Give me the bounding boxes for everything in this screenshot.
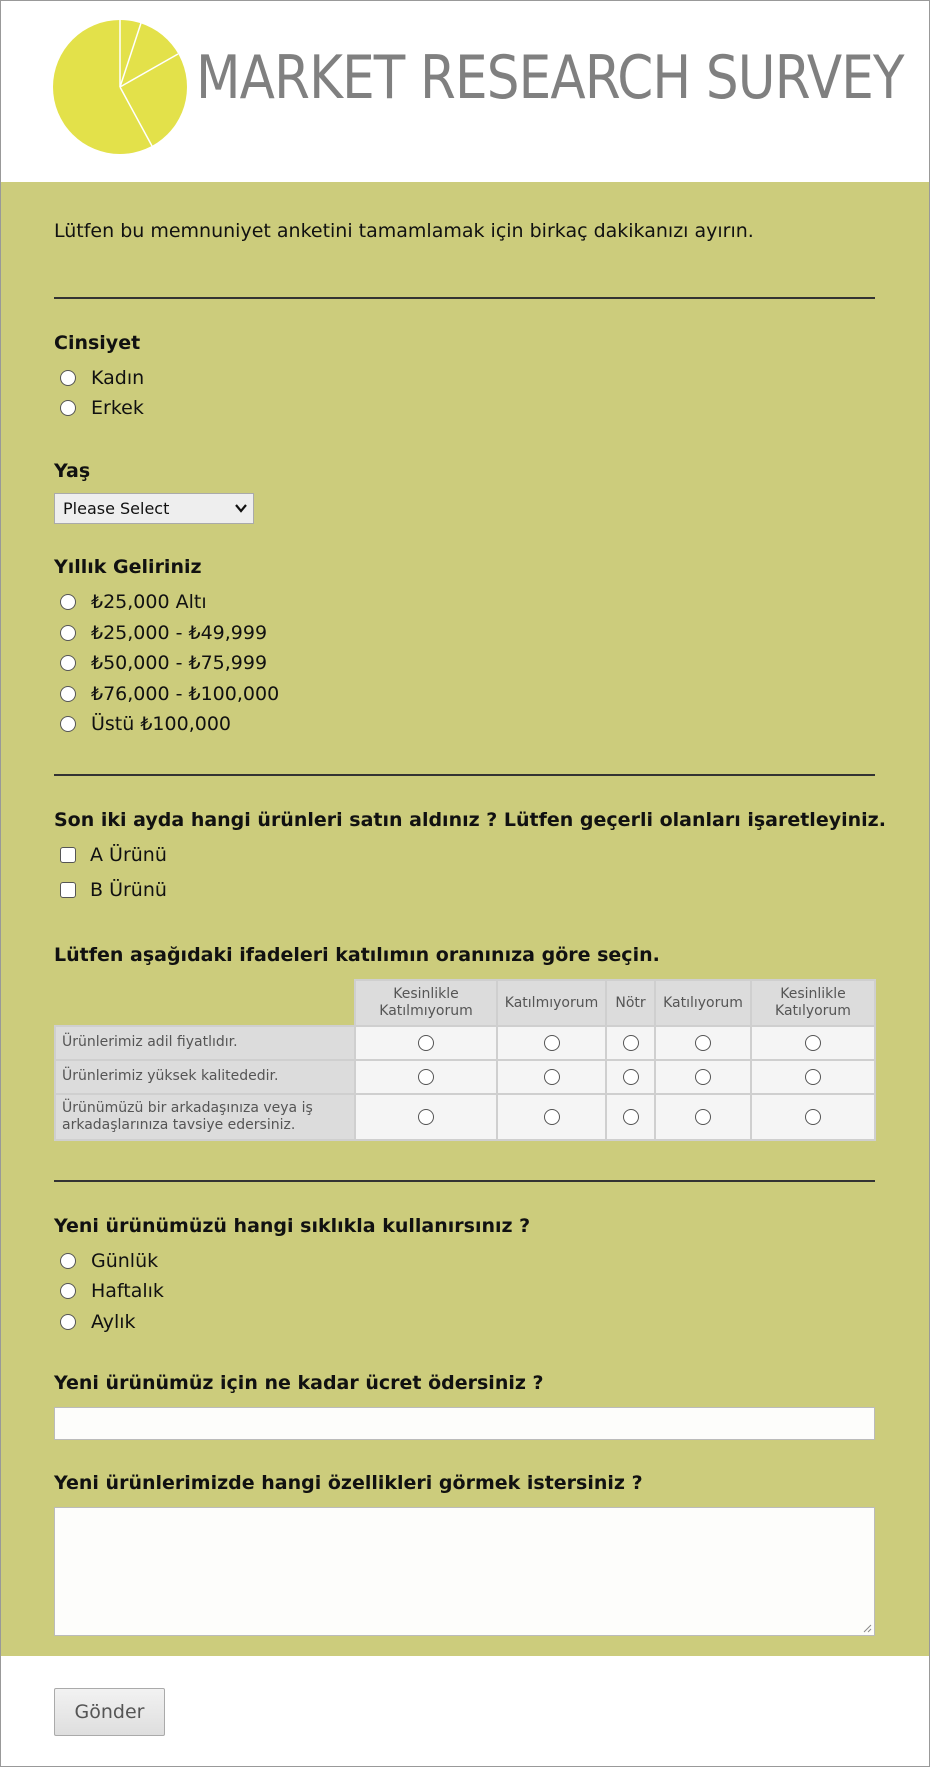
radio-button[interactable]: [623, 1069, 639, 1085]
matrix-header-row: [55, 980, 875, 1026]
income-option-1[interactable]: ₺25,000 Altı: [60, 589, 207, 615]
matrix-cell[interactable]: [751, 1094, 875, 1140]
income-option-5[interactable]: Üstü ₺100,000: [60, 711, 231, 737]
radio-button[interactable]: [60, 686, 76, 702]
gender-label: Cinsiyet: [54, 332, 141, 354]
checkbox[interactable]: [60, 882, 76, 898]
radio-button[interactable]: [544, 1109, 560, 1125]
section-divider: [54, 1180, 875, 1182]
age-select[interactable]: Please Select: [54, 493, 254, 524]
matrix-cell[interactable]: [751, 1026, 875, 1060]
matrix-label: Lütfen aşağıdaki ifadeleri katılımın oranınıza göre seçin.: [54, 944, 660, 966]
features-textarea[interactable]: [54, 1507, 875, 1636]
radio-button[interactable]: [544, 1069, 560, 1085]
matrix-cell[interactable]: [355, 1094, 497, 1140]
submit-button[interactable]: Gönder: [54, 1688, 165, 1736]
matrix-row: [55, 1060, 875, 1094]
frequency-option-daily[interactable]: Günlük: [60, 1248, 158, 1274]
matrix-cell[interactable]: [655, 1094, 751, 1140]
radio-button[interactable]: [60, 716, 76, 732]
matrix-column-header: Kesinlikle Katılyorum: [751, 980, 875, 1026]
resize-handle-icon[interactable]: [862, 1623, 872, 1633]
income-label: Yıllık Geliriniz: [54, 556, 202, 578]
matrix-cell[interactable]: [497, 1026, 606, 1060]
radio-button[interactable]: [418, 1035, 434, 1051]
matrix-row-label: Ürünlerimiz yüksek kalitededir.: [55, 1060, 355, 1094]
matrix-cell[interactable]: [751, 1060, 875, 1094]
radio-button[interactable]: [805, 1035, 821, 1051]
matrix-cell[interactable]: [497, 1060, 606, 1094]
income-option-3[interactable]: ₺50,000 - ₺75,999: [60, 650, 267, 676]
products-label: Son iki ayda hangi ürünleri satın aldınız ? Lütfen geçerli olanları işaretleyiniz.: [54, 809, 886, 831]
frequency-label: Yeni ürünümüzü hangi sıklıkla kullanırsınız ?: [54, 1215, 531, 1237]
section-divider: [54, 297, 875, 299]
product-option-a[interactable]: A Ürünü: [60, 842, 167, 868]
chevron-down-icon: [235, 502, 247, 514]
radio-button[interactable]: [418, 1069, 434, 1085]
matrix-cell[interactable]: [497, 1094, 606, 1140]
matrix-cell[interactable]: [655, 1026, 751, 1060]
matrix-row-label: Ürünlerimiz adil fiyatlıdır.: [55, 1026, 355, 1060]
matrix-cell[interactable]: [355, 1026, 497, 1060]
radio-button[interactable]: [60, 655, 76, 671]
gender-option-male[interactable]: Erkek: [60, 395, 144, 421]
matrix-cell[interactable]: [606, 1060, 655, 1094]
features-label: Yeni ürünlerimizde hangi özellikleri görmek istersiniz ?: [54, 1472, 643, 1494]
logo-title: MARKET RESEARCH SURVEY: [196, 43, 904, 113]
price-input[interactable]: [54, 1407, 875, 1440]
radio-button[interactable]: [544, 1035, 560, 1051]
radio-button[interactable]: [60, 370, 76, 386]
radio-button[interactable]: [805, 1109, 821, 1125]
matrix-column-header: Kesinlikle Katılmıyorum: [355, 980, 497, 1026]
gender-option-female[interactable]: Kadın: [60, 365, 144, 391]
matrix-row-label: Ürünümüzü bir arkadaşınıza veya iş arkadaşlarınıza tavsiye edersiniz.: [55, 1094, 355, 1140]
product-option-b[interactable]: B Ürünü: [60, 877, 167, 903]
radio-button[interactable]: [60, 1283, 76, 1299]
matrix-corner-cell: [55, 980, 355, 1026]
pie-chart-logo-icon: [52, 19, 188, 155]
income-option-4[interactable]: ₺76,000 - ₺100,000: [60, 681, 279, 707]
radio-button[interactable]: [60, 400, 76, 416]
radio-button[interactable]: [60, 594, 76, 610]
matrix-cell[interactable]: [606, 1026, 655, 1060]
matrix-row: [55, 1026, 875, 1060]
matrix-row: [55, 1094, 875, 1140]
frequency-option-monthly[interactable]: Aylık: [60, 1309, 136, 1335]
matrix-cell[interactable]: [606, 1094, 655, 1140]
radio-button[interactable]: [623, 1109, 639, 1125]
radio-button[interactable]: [695, 1109, 711, 1125]
radio-button[interactable]: [623, 1035, 639, 1051]
age-label: Yaş: [54, 460, 91, 482]
intro-text: Lütfen bu memnuniyet anketini tamamlamak için birkaç dakikanızı ayırın.: [54, 220, 754, 242]
radio-button[interactable]: [695, 1035, 711, 1051]
matrix-cell[interactable]: [655, 1060, 751, 1094]
radio-button[interactable]: [60, 1253, 76, 1269]
radio-button[interactable]: [60, 1314, 76, 1330]
price-label: Yeni ürünümüz için ne kadar ücret ödersiniz ?: [54, 1372, 544, 1394]
section-divider: [54, 774, 875, 776]
matrix-column-header: Nötr: [606, 980, 655, 1026]
matrix-column-header: Katılıyorum: [655, 980, 751, 1026]
income-option-2[interactable]: ₺25,000 - ₺49,999: [60, 620, 267, 646]
matrix-column-header: Katılmıyorum: [497, 980, 606, 1026]
matrix-cell[interactable]: [355, 1060, 497, 1094]
frequency-option-weekly[interactable]: Haftalık: [60, 1278, 164, 1304]
radio-button[interactable]: [60, 625, 76, 641]
radio-button[interactable]: [805, 1069, 821, 1085]
radio-button[interactable]: [695, 1069, 711, 1085]
agreement-matrix: [54, 979, 876, 1141]
checkbox[interactable]: [60, 847, 76, 863]
radio-button[interactable]: [418, 1109, 434, 1125]
